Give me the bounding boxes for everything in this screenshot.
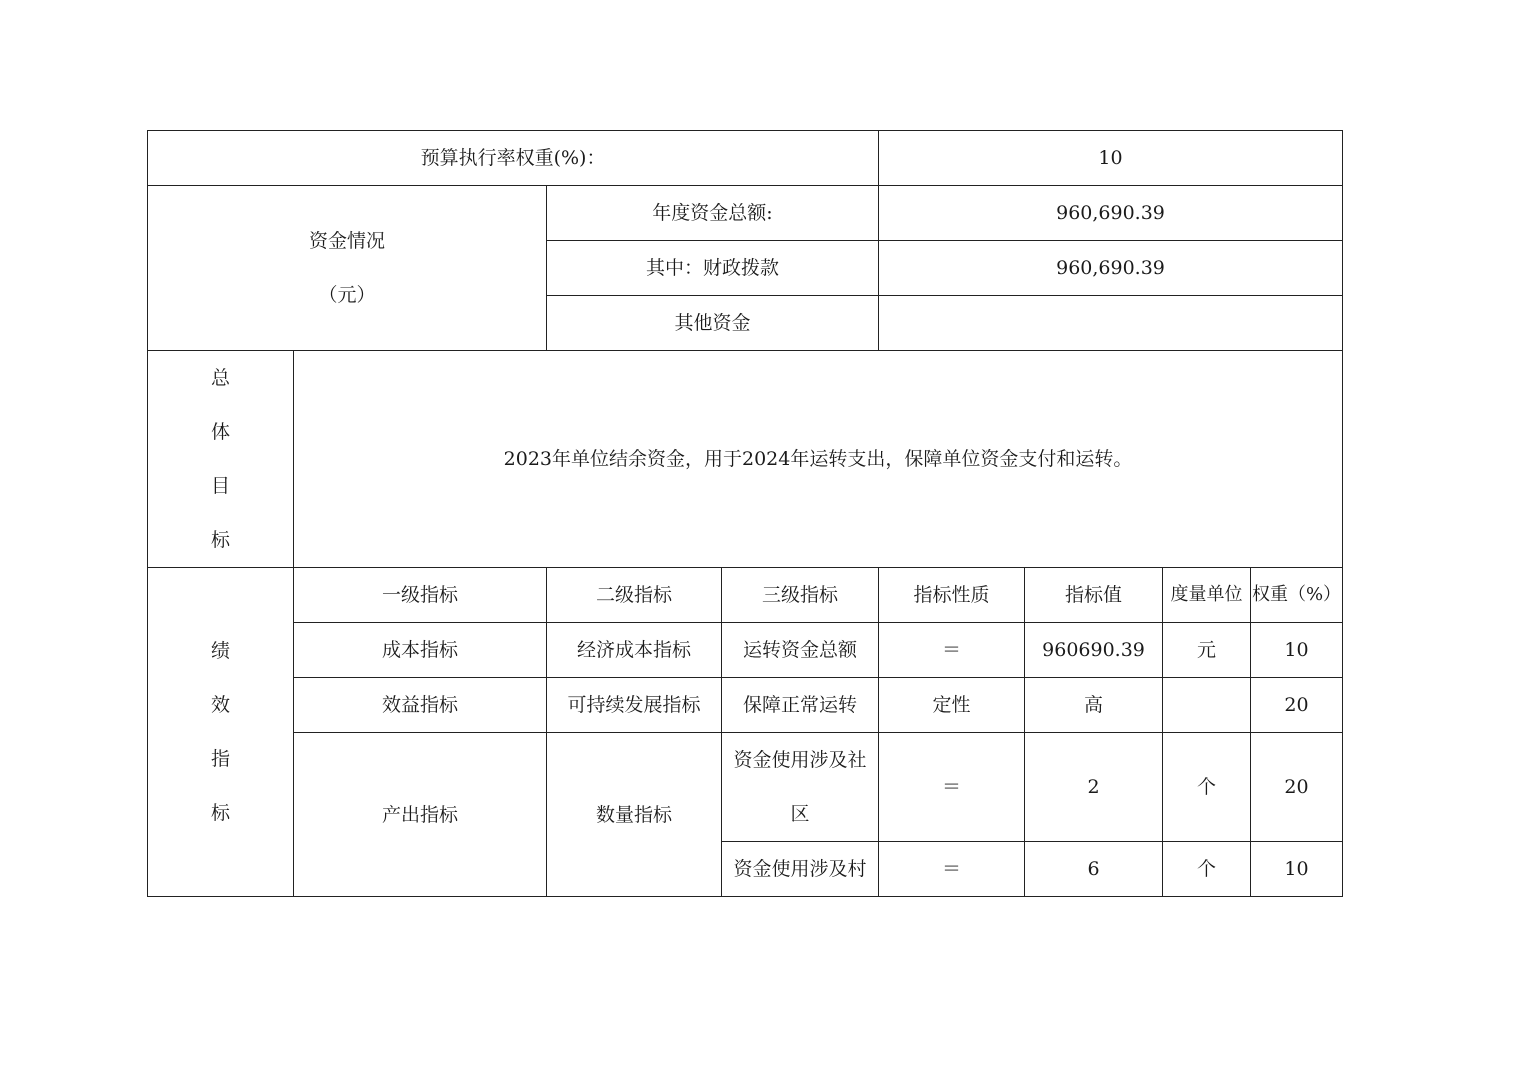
cell-unit: 个 [1163, 733, 1251, 842]
header-unit: 度量单位 [1163, 568, 1251, 623]
goal-label-char: 体 [210, 421, 230, 443]
performance-label-char: 绩 [210, 640, 230, 662]
cell-level2: 数量指标 [547, 733, 722, 897]
funds-label [148, 186, 547, 351]
annual-total-value: 960,690.39 [879, 186, 1343, 241]
performance-label-char: 标 [210, 802, 230, 824]
cell-weight: 10 [1251, 623, 1343, 678]
table-row [148, 678, 1343, 733]
cell-nature: ＝ [879, 733, 1025, 842]
cell-weight: 10 [1251, 842, 1343, 897]
table-row [148, 623, 1343, 678]
cell-level3: 保障正常运转 [722, 678, 879, 733]
cell-level3-line1: 资金使用涉及社 [733, 749, 867, 771]
budget-rate-row [148, 131, 1343, 186]
performance-label-char: 指 [210, 748, 230, 770]
cell-weight: 20 [1251, 678, 1343, 733]
performance-goal-table [147, 130, 1343, 897]
cell-level1: 产出指标 [294, 733, 547, 897]
header-level2: 二级指标 [547, 568, 722, 623]
goal-text: 2023年单位结余资金，用于2024年运转支出，保障单位资金支付和运转。 [294, 351, 1343, 568]
cell-level2: 经济成本指标 [547, 623, 722, 678]
cell-value: 高 [1025, 678, 1163, 733]
funds-annual-row [148, 186, 1343, 241]
cell-weight: 20 [1251, 733, 1343, 842]
performance-label [148, 568, 294, 897]
goal-label-char: 目 [210, 475, 230, 497]
header-value: 指标值 [1025, 568, 1163, 623]
goal-label-char: 标 [210, 529, 230, 551]
cell-nature: ＝ [879, 842, 1025, 897]
cell-level3: 资金使用涉及村 [722, 842, 879, 897]
cell-level1: 效益指标 [294, 678, 547, 733]
annual-total-label: 年度资金总额: [547, 186, 879, 241]
header-nature: 指标性质 [879, 568, 1025, 623]
table-row [148, 733, 1343, 842]
cell-level3 [722, 733, 879, 842]
cell-unit: 元 [1163, 623, 1251, 678]
cell-level1: 成本指标 [294, 623, 547, 678]
goal-label [148, 351, 294, 568]
cell-unit [1163, 678, 1251, 733]
performance-label-char: 效 [210, 694, 230, 716]
fiscal-label: 其中：财政拨款 [547, 241, 879, 296]
goal-label-char: 总 [210, 367, 230, 389]
funds-label-line1: 资金情况 [308, 230, 385, 252]
funds-label-line2: （元） [318, 284, 376, 306]
fiscal-value: 960,690.39 [879, 241, 1343, 296]
other-label: 其他资金 [547, 296, 879, 351]
header-level3: 三级指标 [722, 568, 879, 623]
budget-rate-value: 10 [879, 131, 1343, 186]
header-level1: 一级指标 [294, 568, 547, 623]
budget-rate-label: 预算执行率权重(%)： [148, 131, 879, 186]
goal-row [148, 351, 1343, 568]
cell-value: 960690.39 [1025, 623, 1163, 678]
cell-value: 6 [1025, 842, 1163, 897]
cell-level3-line2: 区 [790, 803, 810, 825]
cell-value: 2 [1025, 733, 1163, 842]
cell-nature: 定性 [879, 678, 1025, 733]
cell-level2: 可持续发展指标 [547, 678, 722, 733]
other-value [879, 296, 1343, 351]
cell-level3: 运转资金总额 [722, 623, 879, 678]
cell-unit: 个 [1163, 842, 1251, 897]
cell-nature: ＝ [879, 623, 1025, 678]
indicator-header-row [148, 568, 1343, 623]
header-weight: 权重（%） [1251, 568, 1343, 623]
